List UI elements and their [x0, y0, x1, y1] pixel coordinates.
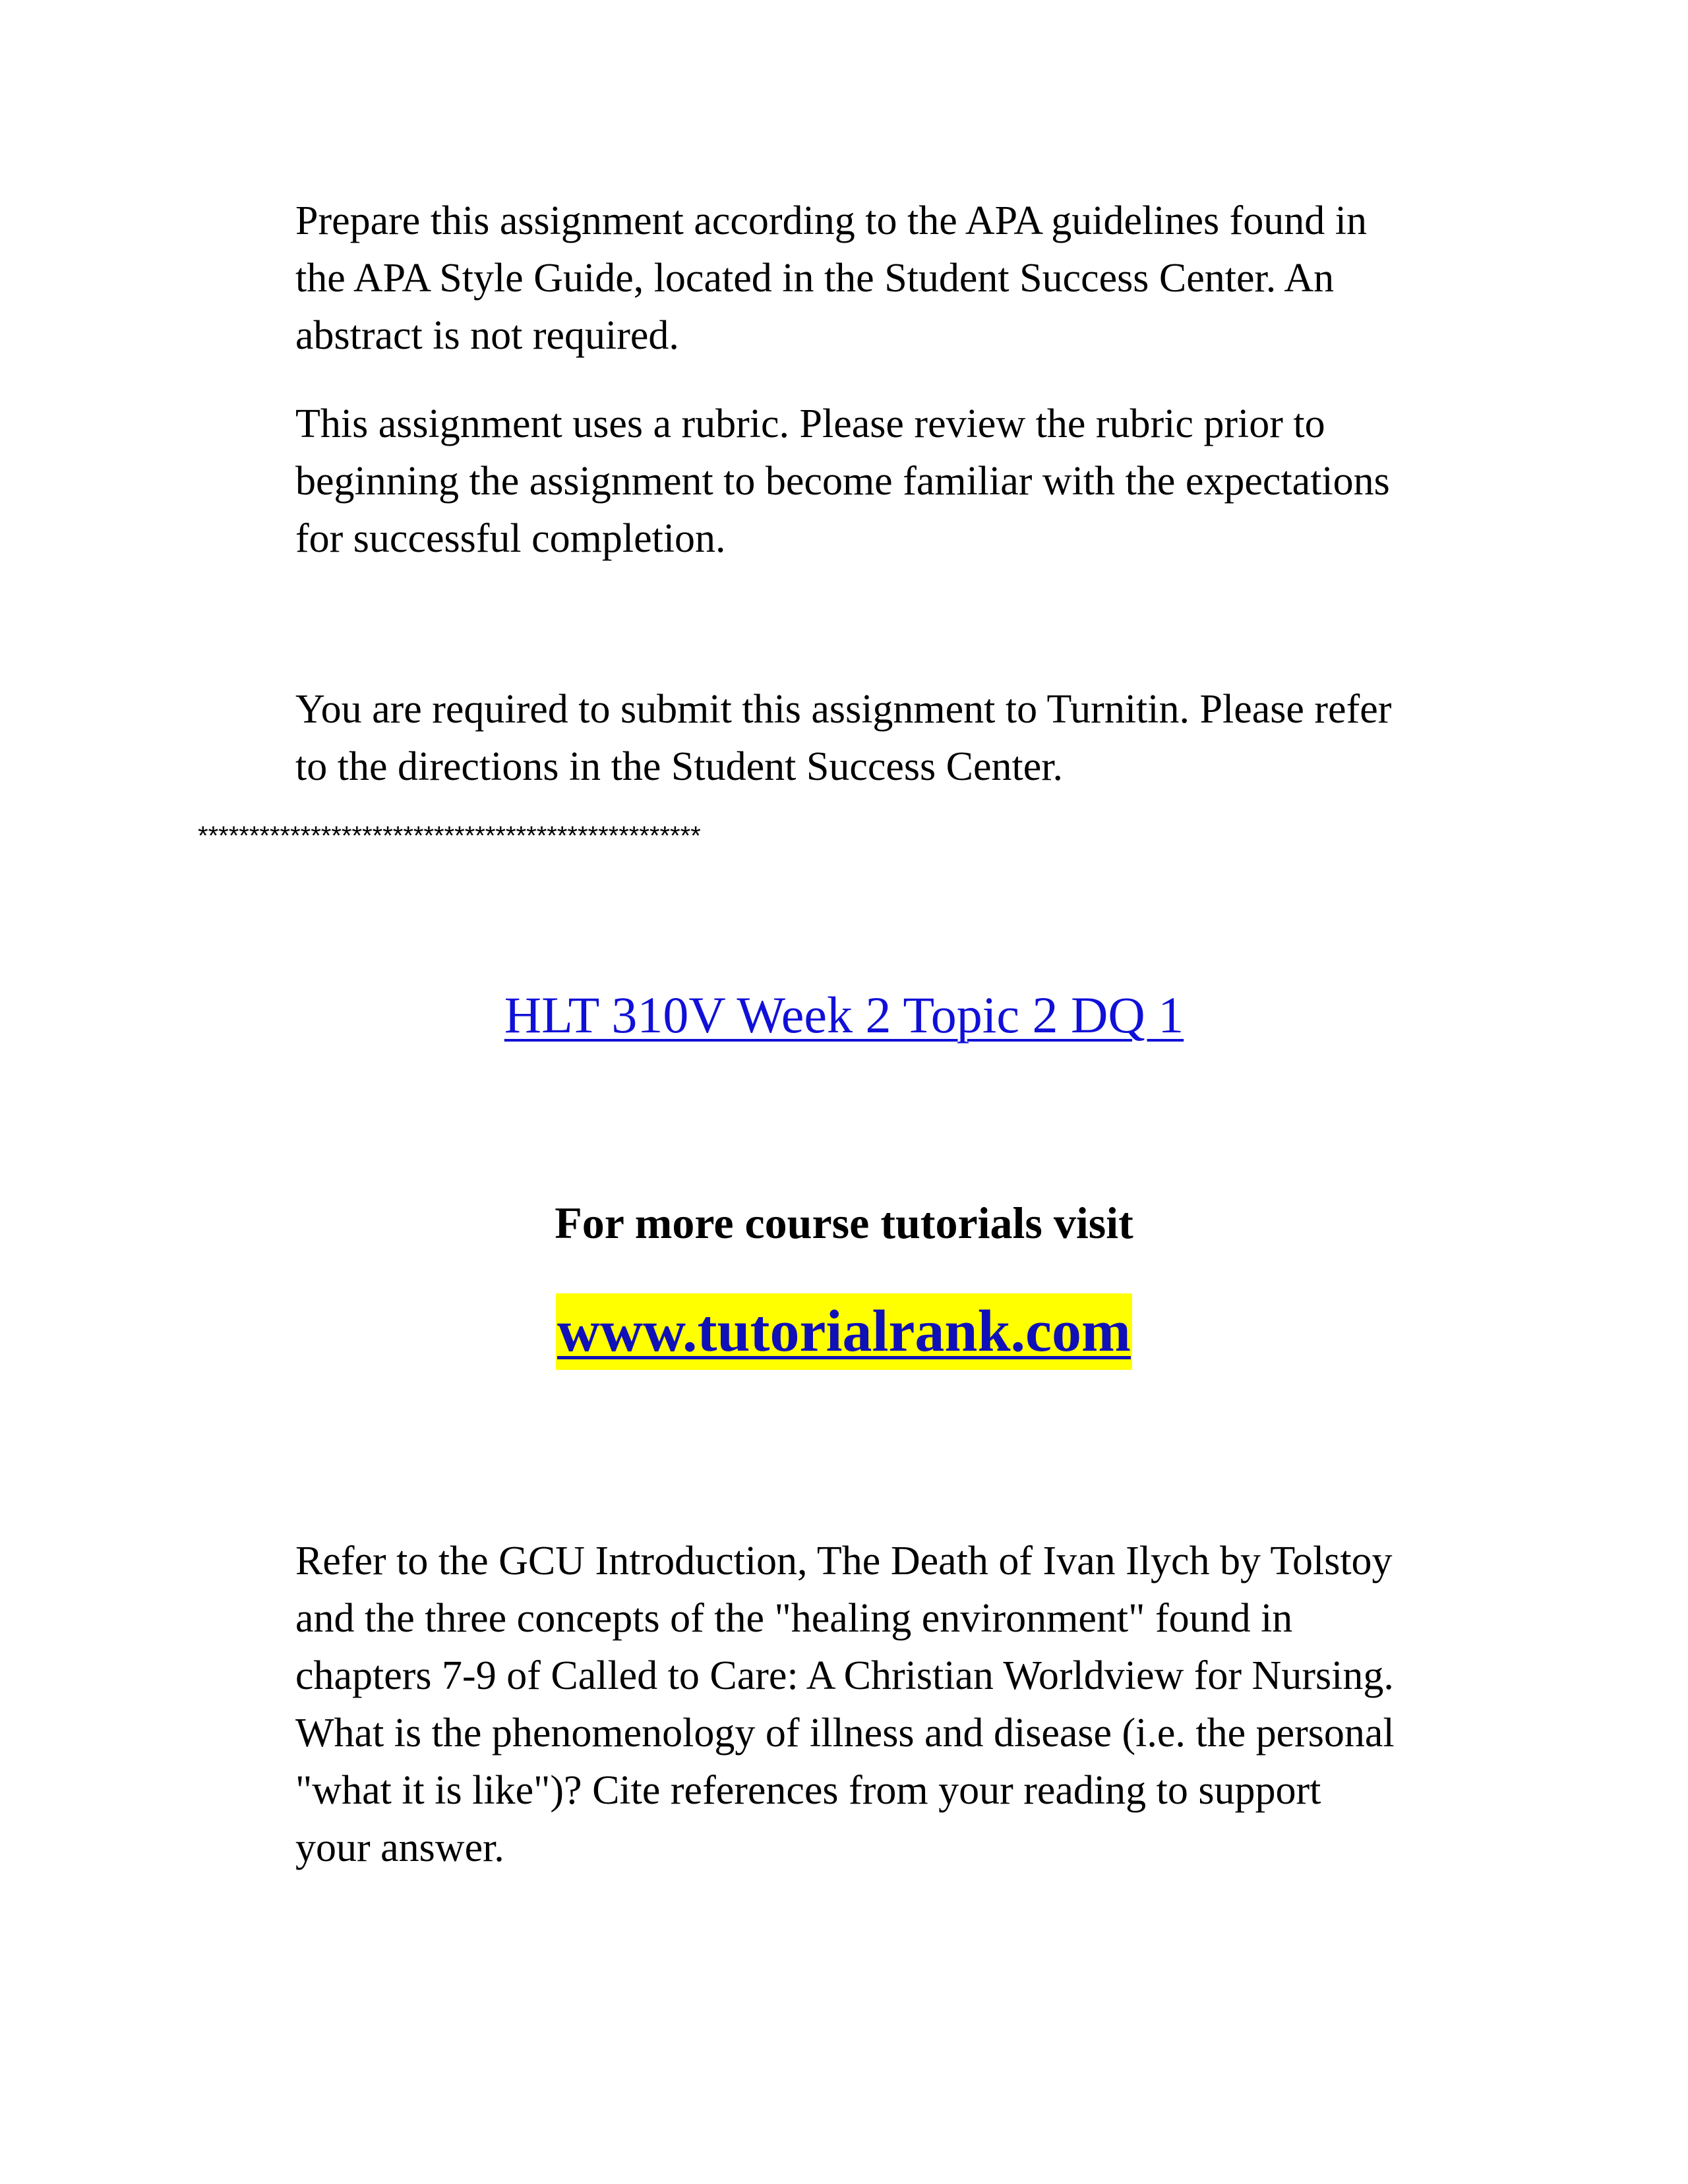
- text-line: What is the phenomenology of illness and disease (i.e. the personal: [295, 1711, 1395, 1756]
- text-line: beginning the assignment to become familiar with the expectations: [295, 459, 1390, 504]
- turnitin-instructions-paragraph: [295, 681, 1548, 796]
- text-line: "what it is like")? Cite references from your reading to support: [295, 1768, 1321, 1813]
- text-line: the APA Style Guide, located in the Student Success Center. An: [295, 256, 1335, 301]
- text-line: You are required to submit this assignment to Turnitin. Please refer: [295, 687, 1392, 732]
- text-line: Prepare this assignment according to the APA guidelines found in: [295, 198, 1367, 243]
- promo-text: For more course tutorials visit: [555, 1198, 1133, 1248]
- text-line: to the directions in the Student Success Center.: [295, 744, 1064, 789]
- text-line: chapters 7-9 of Called to Care: A Christian Worldview for Nursing.: [295, 1653, 1394, 1698]
- text-line: and the three concepts of the "healing environment" found in: [295, 1596, 1293, 1641]
- asterisk-divider: *************************************************: [198, 821, 701, 850]
- rubric-instructions-paragraph: [295, 396, 1548, 568]
- text-line: for successful completion.: [295, 516, 726, 561]
- text-line: This assignment uses a rubric. Please review the rubric prior to: [295, 401, 1325, 446]
- heading-container: [0, 982, 1688, 1048]
- text-line: your answer.: [295, 1825, 504, 1870]
- course-heading-link[interactable]: HLT 310V Week 2 Topic 2 DQ 1: [504, 986, 1184, 1044]
- site-link-container: [0, 1293, 1688, 1370]
- discussion-question-paragraph: [295, 1533, 1548, 1877]
- text-line: abstract is not required.: [295, 313, 679, 358]
- tutorialrank-site-link[interactable]: www.tutorialrank.com: [556, 1293, 1132, 1370]
- text-line: Refer to the GCU Introduction, The Death of Ivan Ilych by Tolstoy: [295, 1539, 1393, 1583]
- apa-instructions-paragraph: [295, 192, 1548, 365]
